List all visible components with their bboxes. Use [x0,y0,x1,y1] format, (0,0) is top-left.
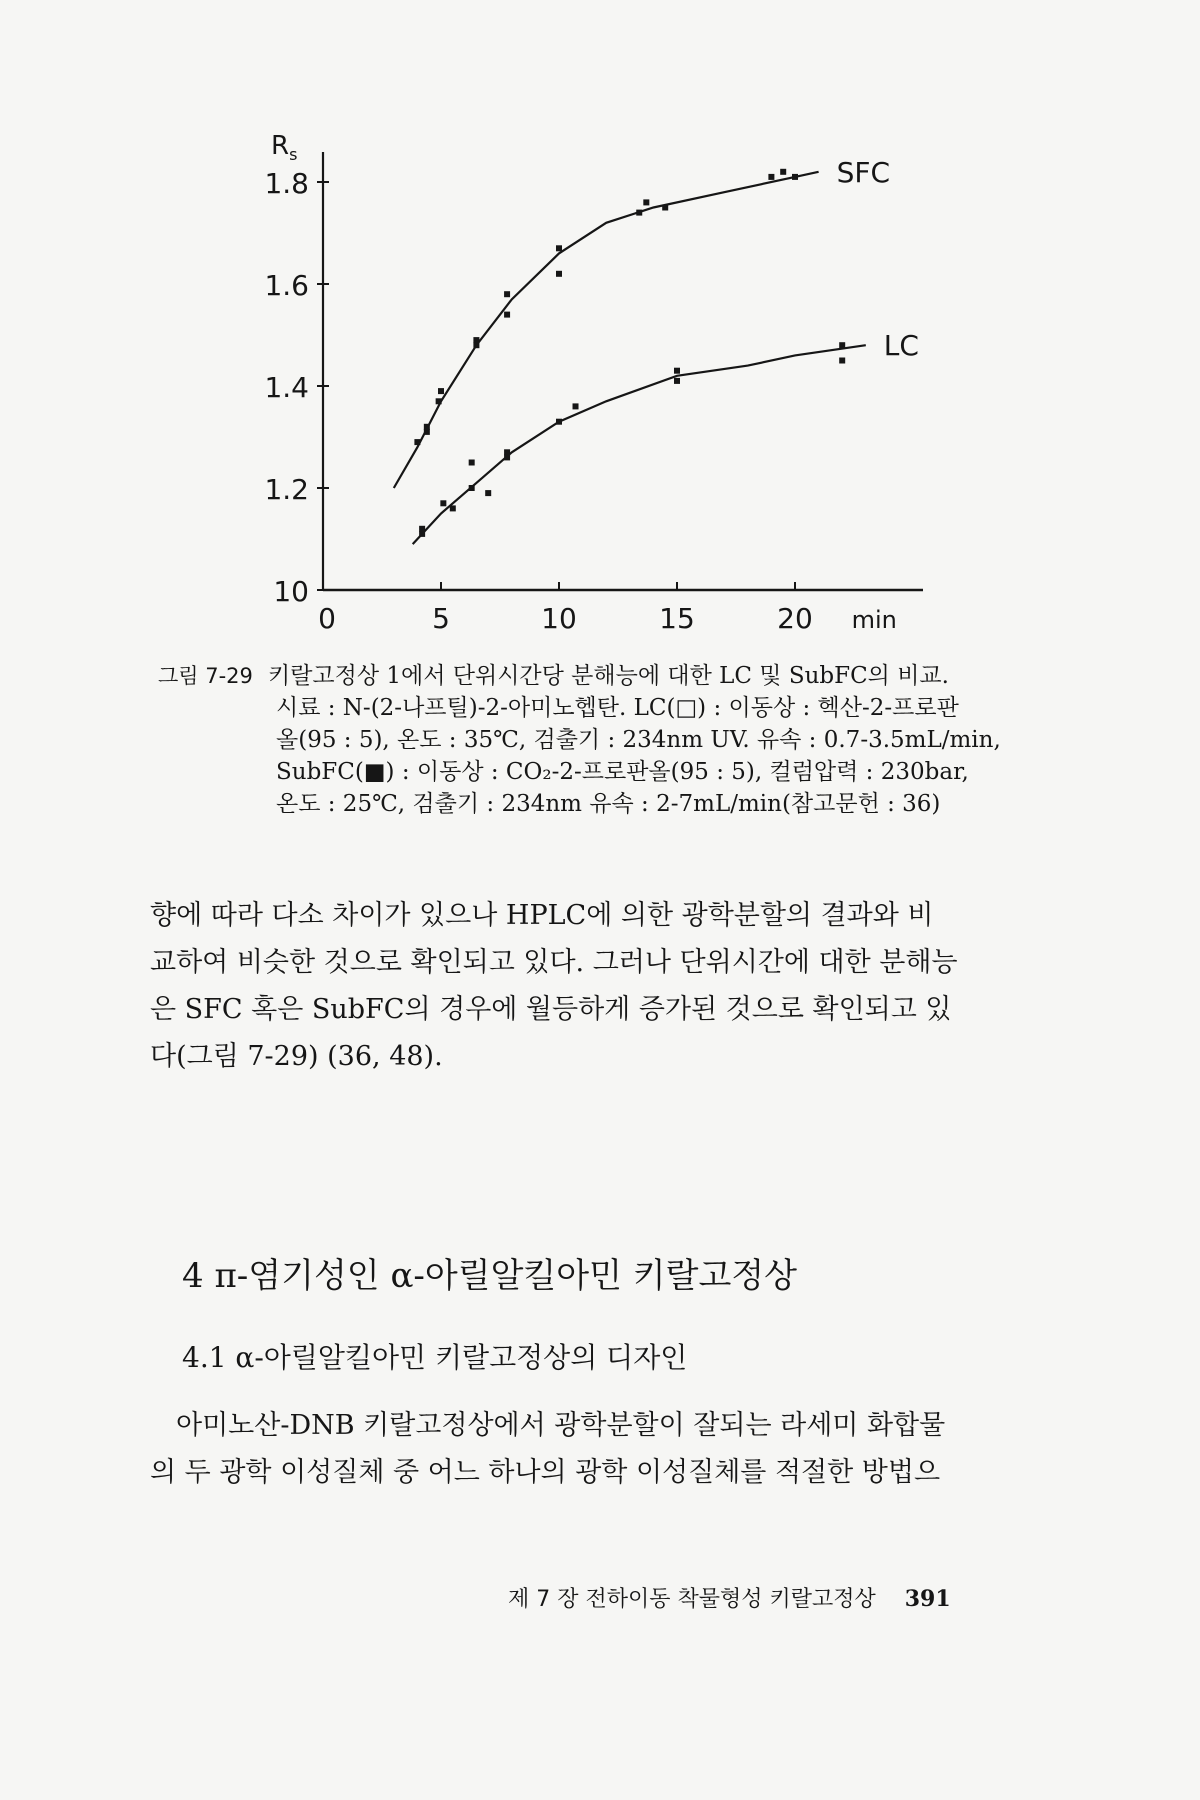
chart-ticks [264,167,812,635]
data-point-sfc [556,245,562,251]
y-tick-label: 1.6 [264,269,309,302]
section-heading: 4 π-염기성인 α-아릴알킬아민 키랄고정상 [182,1256,797,1297]
data-point-sfc [473,337,479,343]
data-point-lc [485,490,491,496]
caption-line: 시료 : N-(2-나프틸)-2-아미노헵탄. LC(□) : 이동상 : 헥산-2-프로판 [276,695,959,721]
data-point-sfc [504,312,510,318]
data-point-sfc [556,271,562,277]
y-tick-label: 1.4 [264,371,309,404]
paragraph-line: 아미노산-DNB 키랄고정상에서 광학분할이 잘되는 라세미 화합물 [176,1410,946,1441]
data-point-lc [450,505,456,511]
x-tick-label: 20 [777,602,813,635]
paragraph-line: 의 두 광학 이성질체 중 어느 하나의 광학 이성질체를 적절한 방법으 [150,1457,941,1488]
chapter-title: 제 7 장 전하이동 착물형성 키랄고정상 [508,1587,876,1612]
paragraph-1 [150,892,1050,1080]
data-point-sfc [780,169,786,175]
data-point-sfc [436,398,442,404]
paragraph-2 [150,1402,1050,1496]
caption-line: 키랄고정상 1에서 단위시간당 분해능에 대한 LC 및 SubFC의 비교. [268,663,949,689]
series-curve-sfc [394,172,819,488]
x-tick-label: 5 [432,602,450,635]
paragraph-line: 은 SFC 혹은 SubFC의 경우에 월등하게 증가된 것으로 확인되고 있 [150,994,952,1025]
page-footer [508,1582,951,1613]
chart-curves [394,172,866,544]
y-tick-label: 1.2 [264,473,309,506]
chart-labels [271,131,919,634]
data-point-lc [674,368,680,374]
x-axis-unit-label: min [851,606,897,634]
data-point-sfc [643,199,649,205]
paragraph-line: 향에 따라 다소 차이가 있으나 HPLC에 의한 광학분할의 결과와 비 [150,900,934,931]
page-number: 391 [904,1586,951,1612]
caption-label: 그림 7-29 [158,664,253,688]
y-tick-label: 1.8 [264,167,309,200]
data-point-sfc [768,174,774,180]
data-point-lc [839,358,845,364]
data-point-sfc [438,388,444,394]
x-tick-label: 15 [659,602,695,635]
caption-line: 올(95 : 5), 온도 : 35℃, 검출기 : 234nm UV. 유속 : 0.7-3.5mL/min, [276,727,1001,753]
series-label-sfc: SFC [836,155,891,189]
data-point-lc [440,500,446,506]
sub-heading: 4.1 α-아릴알킬아민 키랄고정상의 디자인 [182,1341,688,1374]
y-axis-title: $R_s$ [271,131,298,164]
figure-caption [158,660,1038,820]
series-curve-lc [413,345,866,544]
data-point-sfc [636,210,642,216]
data-point-lc [573,403,579,409]
data-point-sfc [662,205,668,211]
data-point-lc [556,419,562,425]
y-tick-label: 10 [273,575,309,608]
data-point-lc [469,485,475,491]
data-point-sfc [504,291,510,297]
data-point-lc [504,449,510,455]
caption-line: 온도 : 25℃, 검출기 : 234nm 유속 : 2-7mL/min(참고문헌 : 36) [276,791,941,817]
data-point-lc [419,526,425,532]
series-label-lc: LC [883,329,919,363]
x-tick-label: 0 [318,602,336,635]
paragraph-line: 교하여 비슷한 것으로 확인되고 있다. 그러나 단위시간에 대한 분해능 [150,947,958,978]
data-point-lc [419,531,425,537]
caption-line: SubFC(■) : 이동상 : CO₂-2-프로판올(95 : 5), 컬럼압력 : 230bar, [276,759,969,785]
x-tick-label: 10 [541,602,577,635]
data-point-sfc [424,424,430,430]
data-point-lc [839,342,845,348]
data-point-lc [469,460,475,466]
paragraph-line: 다(그림 7-29) (36, 48). [150,1041,443,1072]
data-point-sfc [792,174,798,180]
data-point-lc [674,378,680,384]
resolution-vs-time-chart [0,0,1200,650]
data-point-sfc [414,439,420,445]
